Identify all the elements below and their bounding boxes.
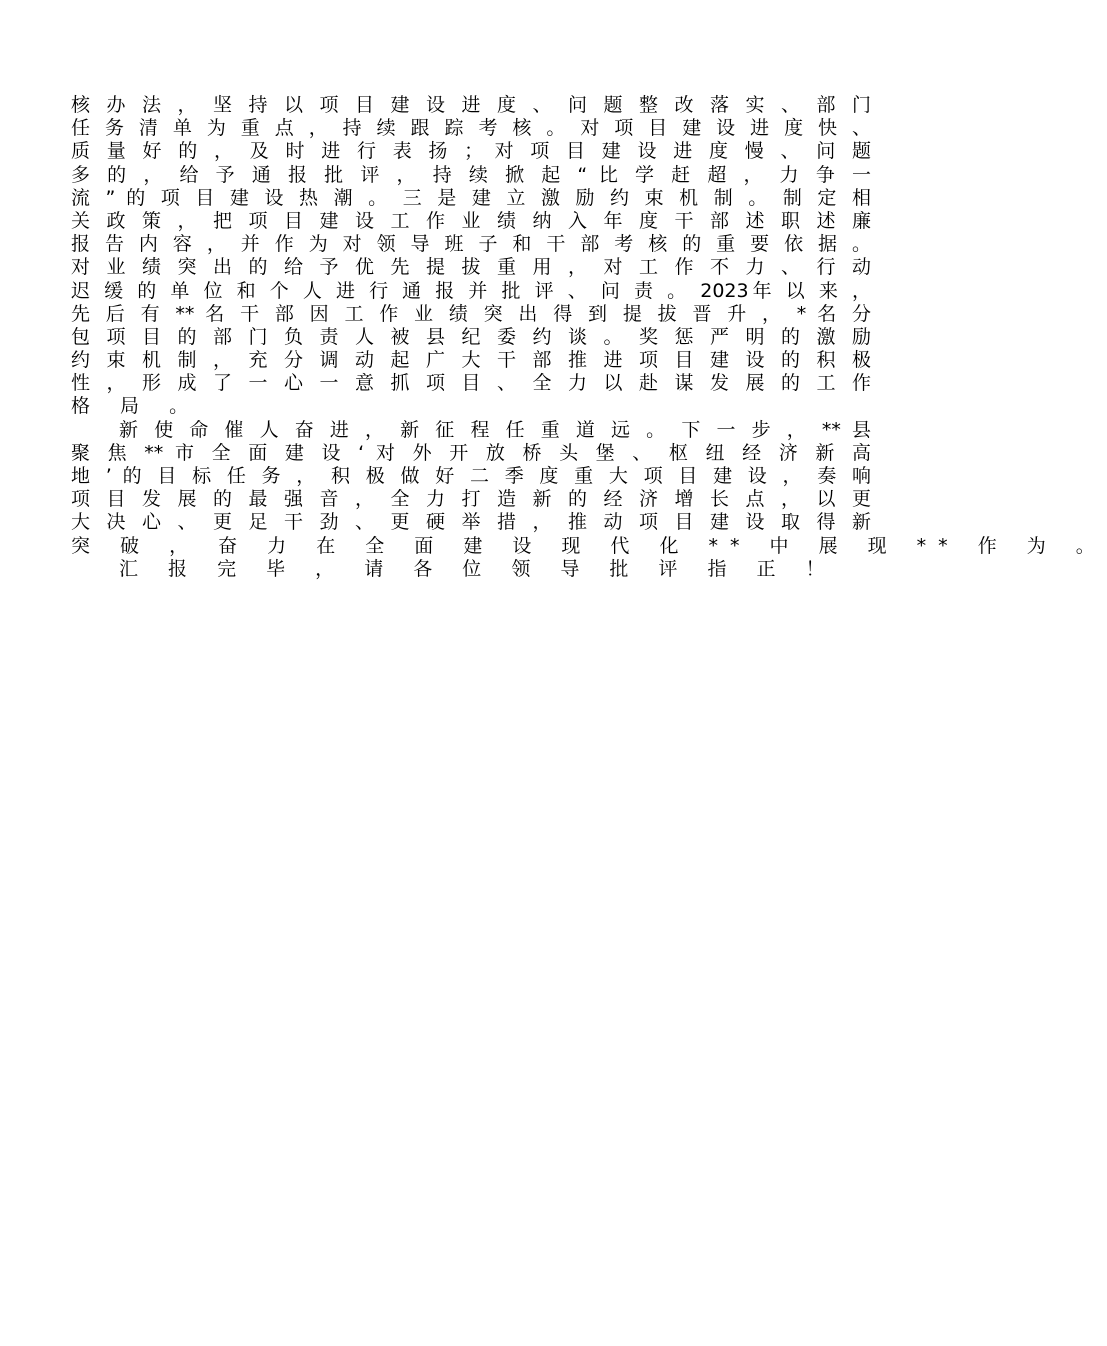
text-line: 质 量 好 的 ， 及 时 进 行 表 扬 ； 对 项 目 建 设 进 度 慢 、 问 题: [71, 140, 871, 163]
text-line: 地 ’ 的 目 标 任 务 ， 积 极 做 好 二 季 度 重 大 项 目 建 设 ， 奏 响: [71, 465, 871, 487]
text-line: 迟 缓 的 单 位 和 个 人 进 行 通 报 并 批 评 、 问 责 。 2023年 以 来 ，: [71, 279, 871, 302]
text-line: 包 项 目 的 部 门 负 责 人 被 县 纪 委 约 谈 。 奖 惩 严 明 的 激 励: [71, 325, 871, 348]
text-line: 对 业 绩 突 出 的 给 予 优 先 提 拔 重 用 ， 对 工 作 不 力 、 行 动: [71, 256, 871, 279]
paragraph-start-line: 新 使 命 催 人 奋 进 ， 新 征 程 任 重 道 远 。 下 一 步 ， ** 县: [119, 418, 871, 441]
text-line: 项 目 发 展 的 最 强 音 ， 全 力 打 造 新 的 经 济 增 长 点 ， 以 更: [71, 488, 871, 511]
paragraph-end-line: 格 局 。: [71, 395, 201, 418]
text-line: 流 ” 的 项 目 建 设 热 潮 。 三 是 建 立 激 励 约 束 机 制 。 制 定 相: [71, 186, 871, 209]
document-body: [71, 94, 1107, 581]
paragraph-end-line: 突 破 ， 奋 力 在 全 面 建 设 现 代 化 ** 中 展 现 ** 作 为 。: [71, 534, 1107, 557]
text-line: 性 ， 形 成 了 一 心 一 意 抓 项 目 、 全 力 以 赴 谋 发 展 的 工 作: [71, 372, 871, 395]
text-line: 聚 焦 ** 市 全 面 建 设 ‘ 对 外 开 放 桥 头 堡 、 枢 纽 经 济 新 高: [71, 441, 871, 464]
text-line: 先 后 有 ** 名 干 部 因 工 作 业 绩 突 出 得 到 提 拔 晋 升 ， * 名 分: [71, 302, 871, 325]
text-line: 多 的 ， 给 予 通 报 批 评 ， 持 续 掀 起 “ 比 学 赶 超 ， 力 争 一: [71, 163, 871, 186]
text-line: 关 政 策 ， 把 项 目 建 设 工 作 业 绩 纳 入 年 度 干 部 述 职 述 廉: [71, 209, 871, 232]
text-line: 核 办 法 ， 坚 持 以 项 目 建 设 进 度 、 问 题 整 改 落 实 、 部 门: [71, 94, 871, 116]
text-line: 任 务 清 单 为 重 点 ， 持 续 跟 踪 考 核 。 对 项 目 建 设 进 度 快 、: [71, 117, 871, 140]
text-line: 大 决 心 、 更 足 干 劲 、 更 硬 举 措 ， 推 动 项 目 建 设 取 得 新: [71, 511, 871, 534]
text-line: 报 告 内 容 ， 并 作 为 对 领 导 班 子 和 干 部 考 核 的 重 要 依 据 。: [71, 233, 871, 256]
closing-line: 汇 报 完 毕 ， 请 各 位 领 导 批 评 指 正 ！: [119, 557, 837, 580]
text-line: 约 束 机 制 ， 充 分 调 动 起 广 大 干 部 推 进 项 目 建 设 的 积 极: [71, 349, 871, 372]
